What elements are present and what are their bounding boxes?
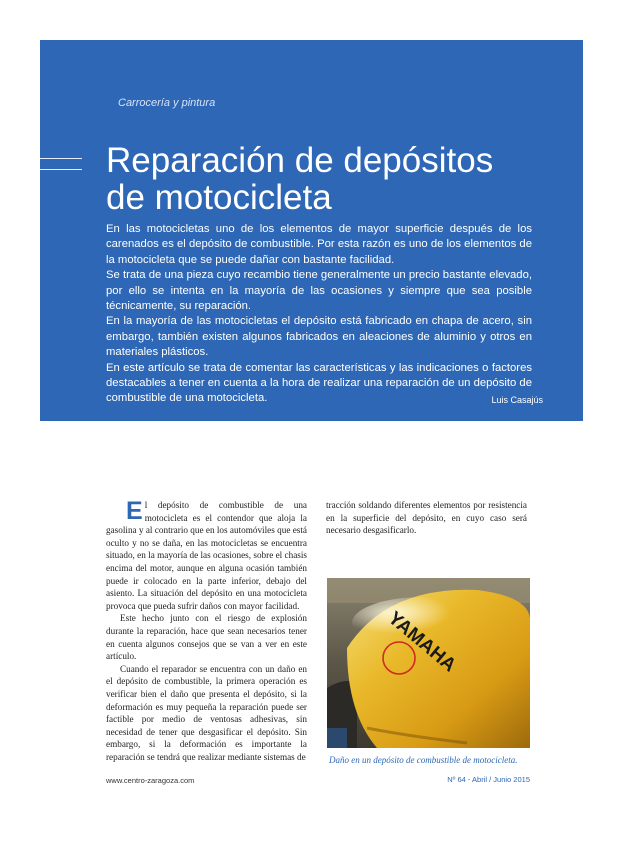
title-line-1: Reparación de depósitos [106,141,494,180]
body-paragraph: Cuando el reparador se encuentra con un daño en el depósito de combustible, la primera operación es verificar bien el daño que presenta el depósito, si la deformación es muy pequeña la reparación puede ser factible por medio de ventosas adhesivas, sin necesidad de tener que desgasificar el depósito. Sin embargo, si la deformación es importante la reparación se tendrá que realizar mediante sistemas de [106,663,307,762]
intro-paragraph: Se trata de una pieza cuyo recambio tiene generalmente un precio bastante elevado, por ello se intenta en la mayoría de las ocasiones y siempre que sea posible técnicamente, su reparación. [106,269,532,313]
fuel-tank-illustration [327,578,530,748]
body-paragraph: Este hecho junto con el riesgo de explosión durante la reparación, hace que sean necesarios tener en cuenta algunos consejos que se van a ver en este artículo. [106,613,307,662]
drop-cap: E [126,497,143,525]
title-line-2: de motocicleta [106,178,332,217]
decorative-marker [40,158,82,170]
footer-issue: Nº 64 - Abril / Junio 2015 [447,775,530,784]
article-title [106,142,566,216]
intro-paragraph: En este artículo se trata de comentar las características y las indicaciones o factores destacables a tener en cuenta a la hora de realizar una reparación de un depósito de combustible de una motocicleta. [106,361,532,405]
author-name: Luis Casajús [491,395,543,405]
fuel-tank-photo [327,578,530,748]
body-column-right [326,499,527,537]
body-column-left [106,499,307,763]
intro-text [106,222,532,407]
intro-paragraph: En las motocicletas uno de los elementos de mayor superficie después de los carenados es el depósito de combustible. Por esta razón es uno de los elementos de la motocicleta que se puede dañar con bastante facilidad. [106,223,532,266]
intro-paragraph: En la mayoría de las motocicletas el depósito está fabricado en chapa de acero, sin embargo, también existen algunos fabricados en aleaciones de aluminio y otros en materiales plásticos. [106,315,532,359]
body-paragraph: l depósito de combustible de una motocicleta es el contendor que aloja la gasolina y al contrario que en los automóviles que está oculto y no se daña, en las motocicletas se encuentra situado, en la mayoría de las ocasiones, sobre el chasis encima del motor, aunque en alguna ocasión también puede ir colocado en la parte inferior, debajo del asiento. La situación del depósito en una motocicleta provoca que pueda sufrir daños con mayor facilidad. [106,500,307,611]
photo-caption: Daño en un depósito de combustible de motocicleta. [329,755,518,765]
body-paragraph: tracción soldando diferentes elementos por resistencia en la superficie del depósito, en cuyo caso será necesario desgasificarlo. [326,500,527,536]
footer-website: www.centro-zaragoza.com [106,776,195,785]
tank-logo: YAMAHA [383,607,460,677]
section-label: Carrocería y pintura [118,97,216,109]
